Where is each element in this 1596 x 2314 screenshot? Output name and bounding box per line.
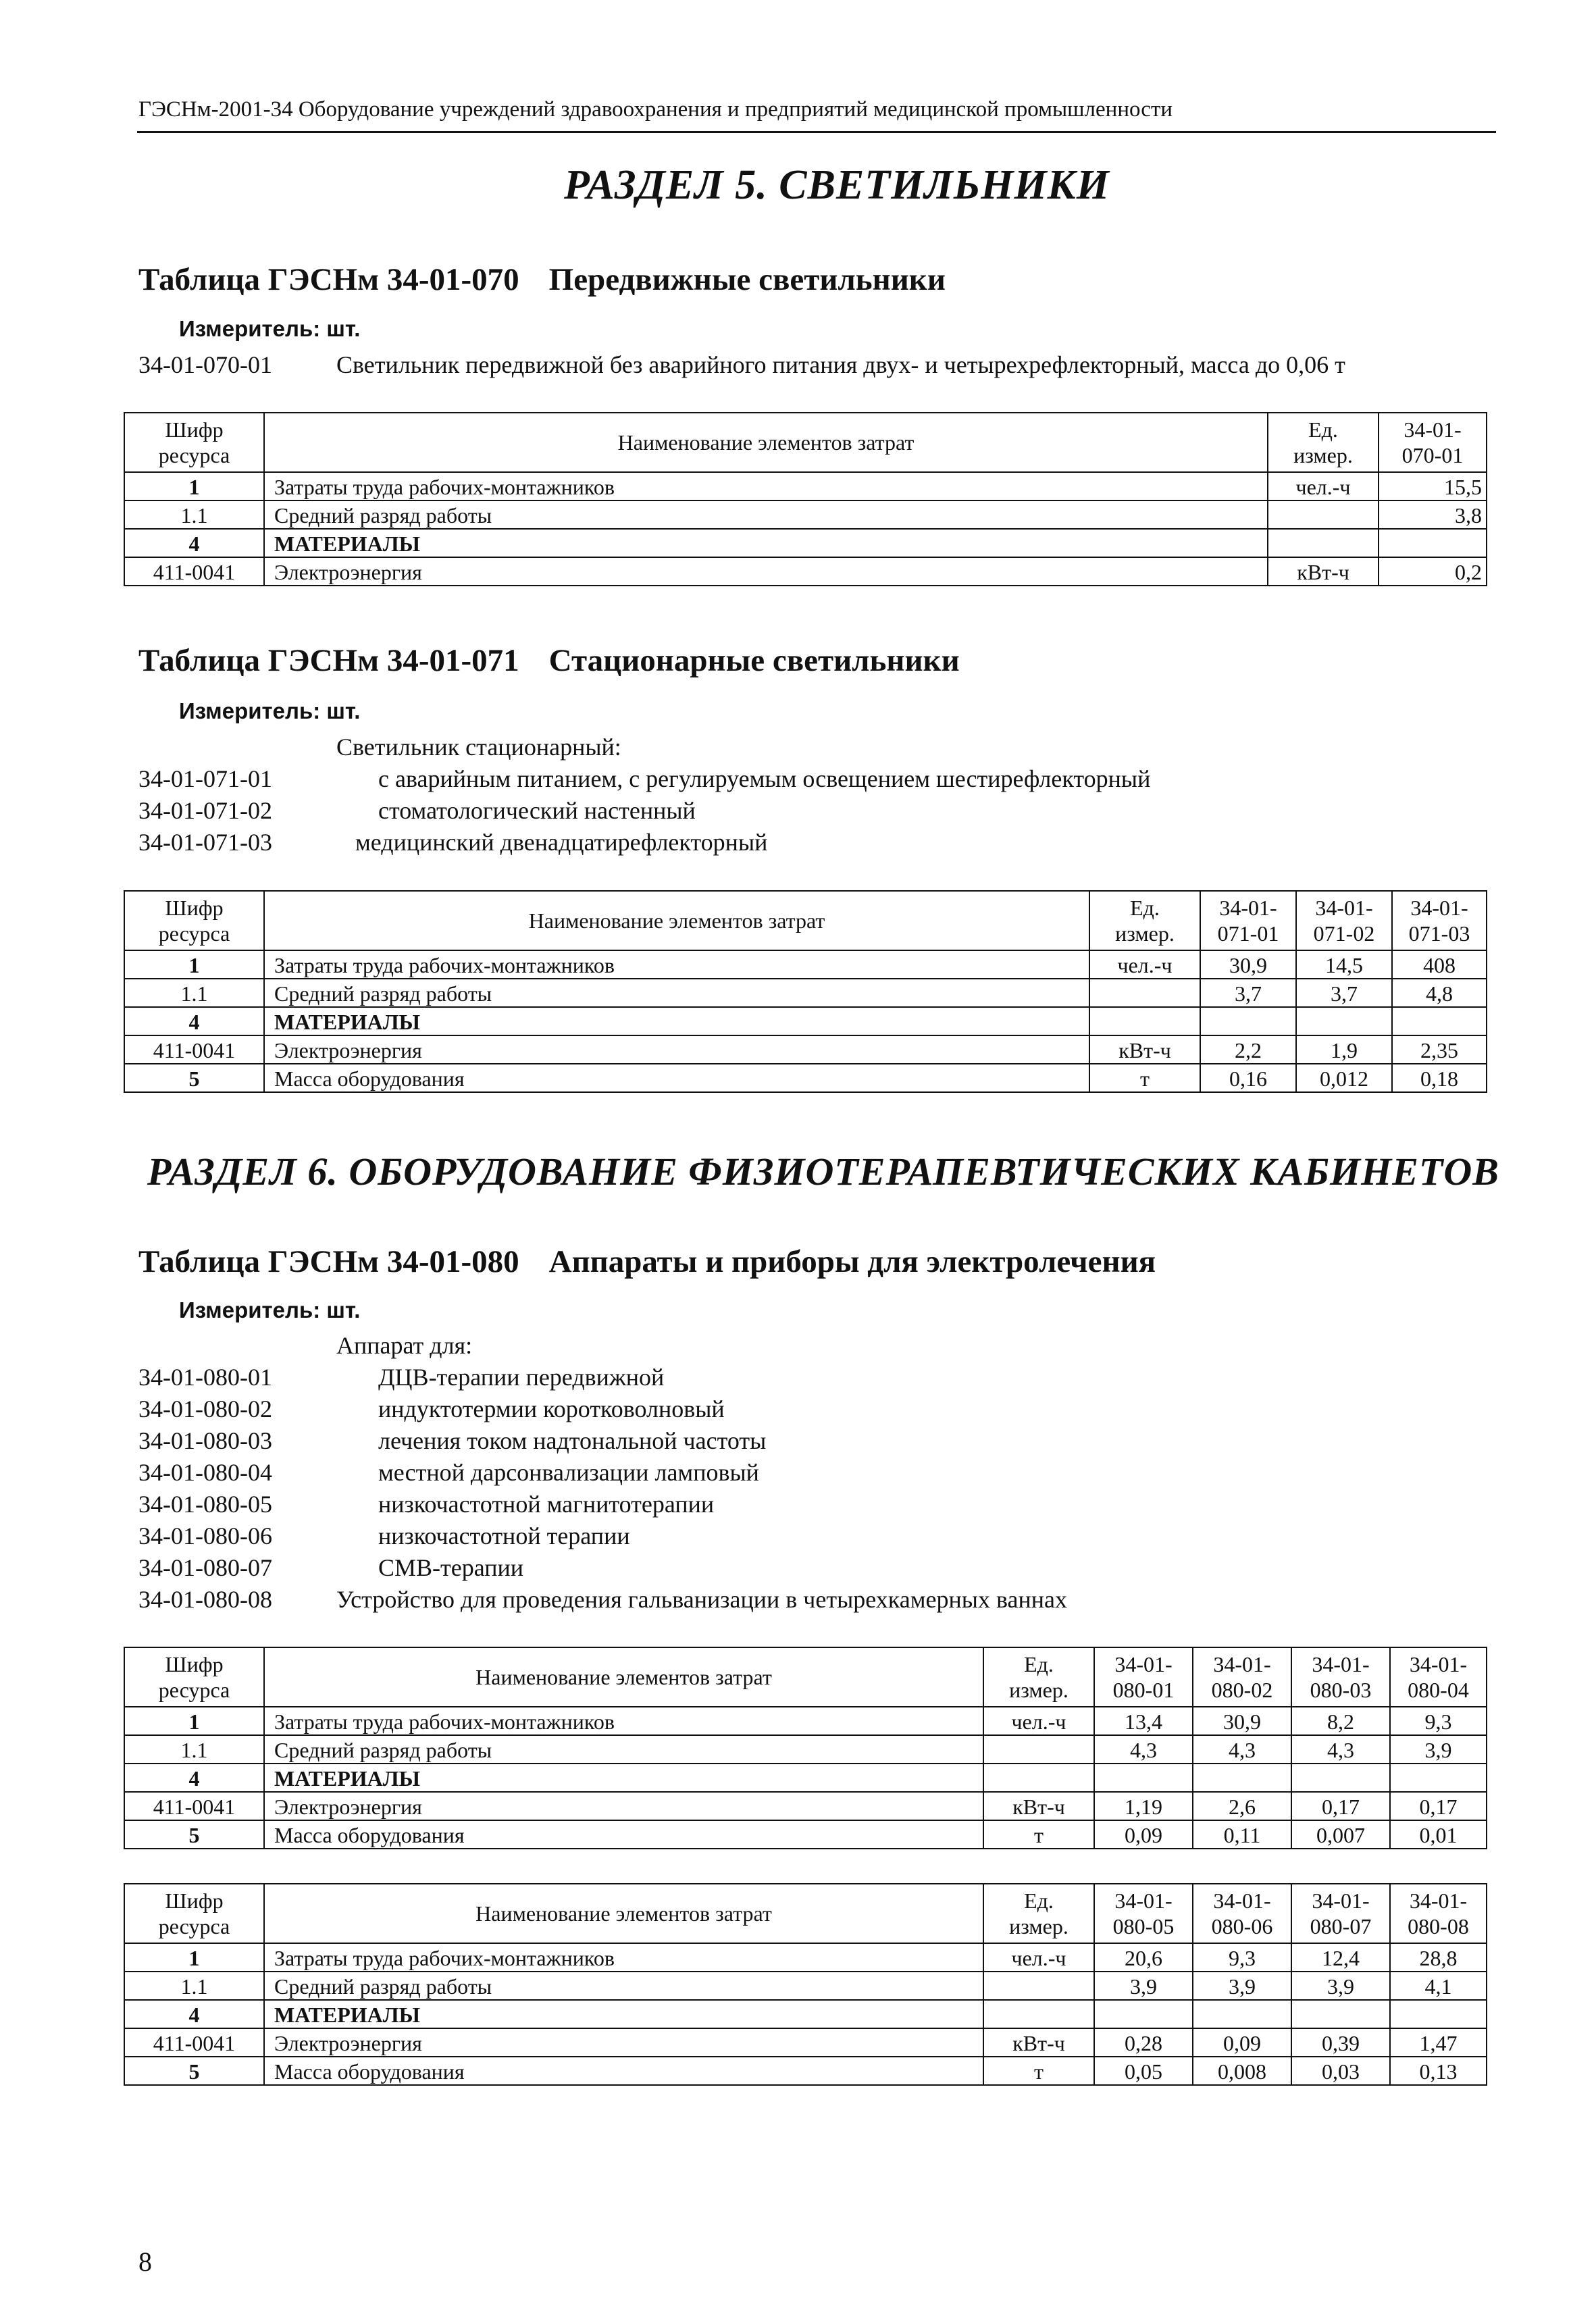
table-row xyxy=(124,1007,1487,1035)
row-value: 30,9 xyxy=(1193,1707,1291,1735)
row-value: 0,01 xyxy=(1390,1820,1487,1849)
row-name: Затраты труда рабочих-монтажников xyxy=(264,1707,983,1735)
row-value xyxy=(1200,1007,1296,1035)
intro-text: Светильник стационарный: xyxy=(336,734,621,761)
item-description: низкочастотной терапии xyxy=(378,1522,630,1549)
table-070 xyxy=(124,412,1487,586)
row-value: 13,4 xyxy=(1094,1707,1193,1735)
row-name: Затраты труда рабочих-монтажников xyxy=(264,950,1089,979)
item-description: с аварийным питанием, с регулируемым освещением шестирефлекторный xyxy=(378,765,1151,792)
header-unit: Ед. измер. xyxy=(1268,413,1379,472)
row-name: МАТЕРИАЛЫ xyxy=(264,2000,983,2028)
row-code: 4 xyxy=(124,529,264,557)
row-value xyxy=(1379,529,1487,557)
item-description: стоматологический настенный xyxy=(378,797,696,824)
item-code: 34-01-080-07 xyxy=(138,1554,272,1581)
row-code: 1 xyxy=(124,472,264,500)
row-code: 411-0041 xyxy=(124,557,264,586)
row-code: 5 xyxy=(124,1820,264,1849)
row-value: 0,17 xyxy=(1390,1792,1487,1820)
row-unit: чел.-ч xyxy=(983,1707,1094,1735)
row-name: Средний разряд работы xyxy=(264,1735,983,1764)
header-unit: Ед. измер. xyxy=(983,1884,1094,1943)
row-name: Электроэнергия xyxy=(264,1035,1089,1064)
row-value xyxy=(1094,1764,1193,1792)
table-080-title xyxy=(138,1243,1156,1281)
header-col-080-03: 34-01- 080-03 xyxy=(1291,1647,1390,1707)
row-name: Электроэнергия xyxy=(264,1792,983,1820)
header-col-080-04: 34-01- 080-04 xyxy=(1390,1647,1487,1707)
row-unit: т xyxy=(1089,1064,1200,1092)
row-name: Средний разряд работы xyxy=(264,500,1268,529)
row-unit xyxy=(1089,979,1200,1007)
row-value xyxy=(1193,1764,1291,1792)
table-071-name: Стационарные светильники xyxy=(548,643,960,678)
row-value: 9,3 xyxy=(1390,1707,1487,1735)
row-value: 3,9 xyxy=(1094,1972,1193,2000)
row-value: 20,6 xyxy=(1094,1943,1193,1972)
item-code: 34-01-080-02 xyxy=(138,1395,272,1422)
table-row xyxy=(124,1792,1487,1820)
row-value: 0,28 xyxy=(1094,2028,1193,2057)
table-071-header xyxy=(124,891,1487,950)
table-row xyxy=(124,1735,1487,1764)
table-070-number: Таблица ГЭСНм 34-01-070 xyxy=(138,262,519,297)
row-value: 408 xyxy=(1392,950,1487,979)
row-value xyxy=(1390,2000,1487,2028)
item-description: Устройство для проведения гальванизации в четырехкамерных ваннах xyxy=(336,1586,1067,1613)
row-unit: чел.-ч xyxy=(983,1943,1094,1972)
table-row xyxy=(124,472,1487,500)
table-row xyxy=(124,979,1487,1007)
row-value xyxy=(1296,1007,1392,1035)
row-value xyxy=(1392,1007,1487,1035)
row-unit: чел.-ч xyxy=(1089,950,1200,979)
header-unit: Ед. измер. xyxy=(983,1647,1094,1707)
header-shifr: Шифр ресурса xyxy=(124,891,264,950)
item-description: индуктотермии коротковолновый xyxy=(378,1395,725,1422)
item-code: 34-01-080-01 xyxy=(138,1364,272,1391)
header-name: Наименование элементов затрат xyxy=(264,413,1268,472)
row-value: 2,6 xyxy=(1193,1792,1291,1820)
table-070-title xyxy=(138,261,946,299)
item-code: 34-01-071-01 xyxy=(138,765,272,792)
row-code: 411-0041 xyxy=(124,1035,264,1064)
table-row xyxy=(124,2028,1487,2057)
row-value: 0,09 xyxy=(1193,2028,1291,2057)
row-unit xyxy=(1268,529,1379,557)
table-row xyxy=(124,1035,1487,1064)
row-value: 1,9 xyxy=(1296,1035,1392,1064)
row-unit xyxy=(1089,1007,1200,1035)
row-unit: кВт-ч xyxy=(1089,1035,1200,1064)
row-unit: чел.-ч xyxy=(1268,472,1379,500)
table-070-name: Передвижные светильники xyxy=(548,262,946,297)
item-description: местной дарсонвализации ламповый xyxy=(378,1459,759,1486)
header-col-080-05: 34-01- 080-05 xyxy=(1094,1884,1193,1943)
intro-text: Аппарат для: xyxy=(336,1332,473,1359)
running-head: ГЭСНм-2001-34 Оборудование учреждений здравоохранения и предприятий медицинской промышленности xyxy=(138,97,1173,122)
row-unit: т xyxy=(983,1820,1094,1849)
row-value: 8,2 xyxy=(1291,1707,1390,1735)
table-080-b xyxy=(124,1883,1487,2086)
item-code: 34-01-080-05 xyxy=(138,1491,272,1518)
header-col-080-02: 34-01- 080-02 xyxy=(1193,1647,1291,1707)
row-unit xyxy=(983,1972,1094,2000)
row-name: Масса оборудования xyxy=(264,2057,983,2085)
header-name: Наименование элементов затрат xyxy=(264,891,1089,950)
row-value: 0,008 xyxy=(1193,2057,1291,2085)
row-code: 1.1 xyxy=(124,500,264,529)
row-value: 0,13 xyxy=(1390,2057,1487,2085)
row-name: МАТЕРИАЛЫ xyxy=(264,1764,983,1792)
row-value: 0,2 xyxy=(1379,557,1487,586)
item-description: медицинский двенадцатирефлекторный xyxy=(355,829,768,856)
row-code: 5 xyxy=(124,2057,264,2085)
row-code: 1 xyxy=(124,1943,264,1972)
row-value: 14,5 xyxy=(1296,950,1392,979)
header-shifr: Шифр ресурса xyxy=(124,1884,264,1943)
row-name: Затраты труда рабочих-монтажников xyxy=(264,472,1268,500)
row-value: 0,11 xyxy=(1193,1820,1291,1849)
table-row xyxy=(124,2000,1487,2028)
table-row xyxy=(124,1064,1487,1092)
header-col-070-01: 34-01- 070-01 xyxy=(1379,413,1487,472)
row-value: 0,09 xyxy=(1094,1820,1193,1849)
table-080-b-header xyxy=(124,1884,1487,1943)
row-value: 4,1 xyxy=(1390,1972,1487,2000)
header-col-071-03: 34-01- 071-03 xyxy=(1392,891,1487,950)
header-shifr: Шифр ресурса xyxy=(124,1647,264,1707)
table-070-measure: Измеритель: шт. xyxy=(179,316,361,341)
item-description: СМВ-терапии xyxy=(378,1554,524,1581)
section-5-title: РАЗДЕЛ 5. СВЕТИЛЬНИКИ xyxy=(564,162,1110,208)
row-value: 3,9 xyxy=(1193,1972,1291,2000)
table-070-header xyxy=(124,413,1487,472)
item-code: 34-01-071-02 xyxy=(138,797,272,824)
row-code: 4 xyxy=(124,1764,264,1792)
row-code: 1.1 xyxy=(124,1972,264,2000)
row-value: 0,39 xyxy=(1291,2028,1390,2057)
row-unit xyxy=(983,1735,1094,1764)
table-071 xyxy=(124,890,1487,1093)
row-value: 30,9 xyxy=(1200,950,1296,979)
header-rule xyxy=(137,131,1496,133)
header-unit: Ед. измер. xyxy=(1089,891,1200,950)
row-value: 0,16 xyxy=(1200,1064,1296,1092)
table-row xyxy=(124,500,1487,529)
row-name: Средний разряд работы xyxy=(264,1972,983,2000)
row-code: 1 xyxy=(124,950,264,979)
header-col-080-07: 34-01- 080-07 xyxy=(1291,1884,1390,1943)
row-name: Затраты труда рабочих-монтажников xyxy=(264,1943,983,1972)
item-description: низкочастотной магнитотерапии xyxy=(378,1491,715,1518)
row-name: Электроэнергия xyxy=(264,2028,983,2057)
row-value: 0,007 xyxy=(1291,1820,1390,1849)
item-code: 34-01-071-03 xyxy=(138,829,272,856)
table-row xyxy=(124,2057,1487,2085)
header-col-080-08: 34-01- 080-08 xyxy=(1390,1884,1487,1943)
row-value: 0,05 xyxy=(1094,2057,1193,2085)
row-value: 2,35 xyxy=(1392,1035,1487,1064)
row-value: 3,7 xyxy=(1296,979,1392,1007)
item-code: 34-01-080-08 xyxy=(138,1586,272,1613)
row-name: Масса оборудования xyxy=(264,1820,983,1849)
row-value: 15,5 xyxy=(1379,472,1487,500)
item-description: ДЦВ-терапии передвижной xyxy=(378,1364,665,1391)
row-value xyxy=(1291,1764,1390,1792)
row-value xyxy=(1094,2000,1193,2028)
row-value: 4,8 xyxy=(1392,979,1487,1007)
header-col-080-01: 34-01- 080-01 xyxy=(1094,1647,1193,1707)
table-row xyxy=(124,950,1487,979)
header-col-071-02: 34-01- 071-02 xyxy=(1296,891,1392,950)
row-value: 3,7 xyxy=(1200,979,1296,1007)
table-row xyxy=(124,1943,1487,1972)
header-name: Наименование элементов затрат xyxy=(264,1647,983,1707)
row-code: 1.1 xyxy=(124,979,264,1007)
row-value xyxy=(1291,2000,1390,2028)
table-071-number: Таблица ГЭСНм 34-01-071 xyxy=(138,643,519,678)
header-shifr: Шифр ресурса xyxy=(124,413,264,472)
row-name: Масса оборудования xyxy=(264,1064,1089,1092)
row-value: 28,8 xyxy=(1390,1943,1487,1972)
row-code: 5 xyxy=(124,1064,264,1092)
header-col-080-06: 34-01- 080-06 xyxy=(1193,1884,1291,1943)
row-value: 3,9 xyxy=(1291,1972,1390,2000)
row-value: 12,4 xyxy=(1291,1943,1390,1972)
page-number: 8 xyxy=(138,2246,152,2277)
table-row xyxy=(124,1972,1487,2000)
table-080-number: Таблица ГЭСНм 34-01-080 xyxy=(138,1244,519,1279)
row-name: Электроэнергия xyxy=(264,557,1268,586)
row-unit: кВт-ч xyxy=(983,2028,1094,2057)
table-080-name: Аппараты и приборы для электролечения xyxy=(548,1244,1156,1279)
section-6-title: РАЗДЕЛ 6. ОБОРУДОВАНИЕ ФИЗИОТЕРАПЕВТИЧЕСКИХ КАБИНЕТОВ xyxy=(147,1150,1499,1193)
row-value: 3,8 xyxy=(1379,500,1487,529)
row-value: 0,17 xyxy=(1291,1792,1390,1820)
table-080-a-header xyxy=(124,1647,1487,1707)
row-value: 0,03 xyxy=(1291,2057,1390,2085)
row-name: МАТЕРИАЛЫ xyxy=(264,1007,1089,1035)
row-unit xyxy=(983,2000,1094,2028)
row-code: 411-0041 xyxy=(124,1792,264,1820)
item-code: 34-01-080-04 xyxy=(138,1459,272,1486)
row-value: 9,3 xyxy=(1193,1943,1291,1972)
table-row xyxy=(124,557,1487,586)
row-name: Средний разряд работы xyxy=(264,979,1089,1007)
row-code: 1 xyxy=(124,1707,264,1735)
table-row xyxy=(124,1764,1487,1792)
table-071-title xyxy=(138,642,960,679)
row-value: 4,3 xyxy=(1193,1735,1291,1764)
row-unit: т xyxy=(983,2057,1094,2085)
table-080-measure: Измеритель: шт. xyxy=(179,1297,361,1322)
item-code: 34-01-080-03 xyxy=(138,1427,272,1454)
item-code: 34-01-070-01 xyxy=(138,351,272,378)
row-code: 411-0041 xyxy=(124,2028,264,2057)
table-071-measure: Измеритель: шт. xyxy=(179,698,361,723)
row-value xyxy=(1193,2000,1291,2028)
row-value: 3,9 xyxy=(1390,1735,1487,1764)
header-col-071-01: 34-01- 071-01 xyxy=(1200,891,1296,950)
table-080-a xyxy=(124,1647,1487,1849)
row-value: 0,18 xyxy=(1392,1064,1487,1092)
row-value xyxy=(1390,1764,1487,1792)
row-value: 1,19 xyxy=(1094,1792,1193,1820)
row-code: 1.1 xyxy=(124,1735,264,1764)
row-unit xyxy=(1268,500,1379,529)
item-description: Светильник передвижной без аварийного питания двух- и четырехрефлекторный, масса до 0,06 т xyxy=(336,351,1345,378)
table-row xyxy=(124,1820,1487,1849)
table-row xyxy=(124,529,1487,557)
row-value: 4,3 xyxy=(1094,1735,1193,1764)
row-name: МАТЕРИАЛЫ xyxy=(264,529,1268,557)
header-name: Наименование элементов затрат xyxy=(264,1884,983,1943)
row-value: 0,012 xyxy=(1296,1064,1392,1092)
item-code: 34-01-080-06 xyxy=(138,1522,272,1549)
row-value: 1,47 xyxy=(1390,2028,1487,2057)
row-code: 4 xyxy=(124,2000,264,2028)
table-row xyxy=(124,1707,1487,1735)
row-value: 2,2 xyxy=(1200,1035,1296,1064)
row-unit: кВт-ч xyxy=(1268,557,1379,586)
item-description: лечения током надтональной частоты xyxy=(378,1427,767,1454)
row-unit xyxy=(983,1764,1094,1792)
row-code: 4 xyxy=(124,1007,264,1035)
row-value: 4,3 xyxy=(1291,1735,1390,1764)
row-unit: кВт-ч xyxy=(983,1792,1094,1820)
